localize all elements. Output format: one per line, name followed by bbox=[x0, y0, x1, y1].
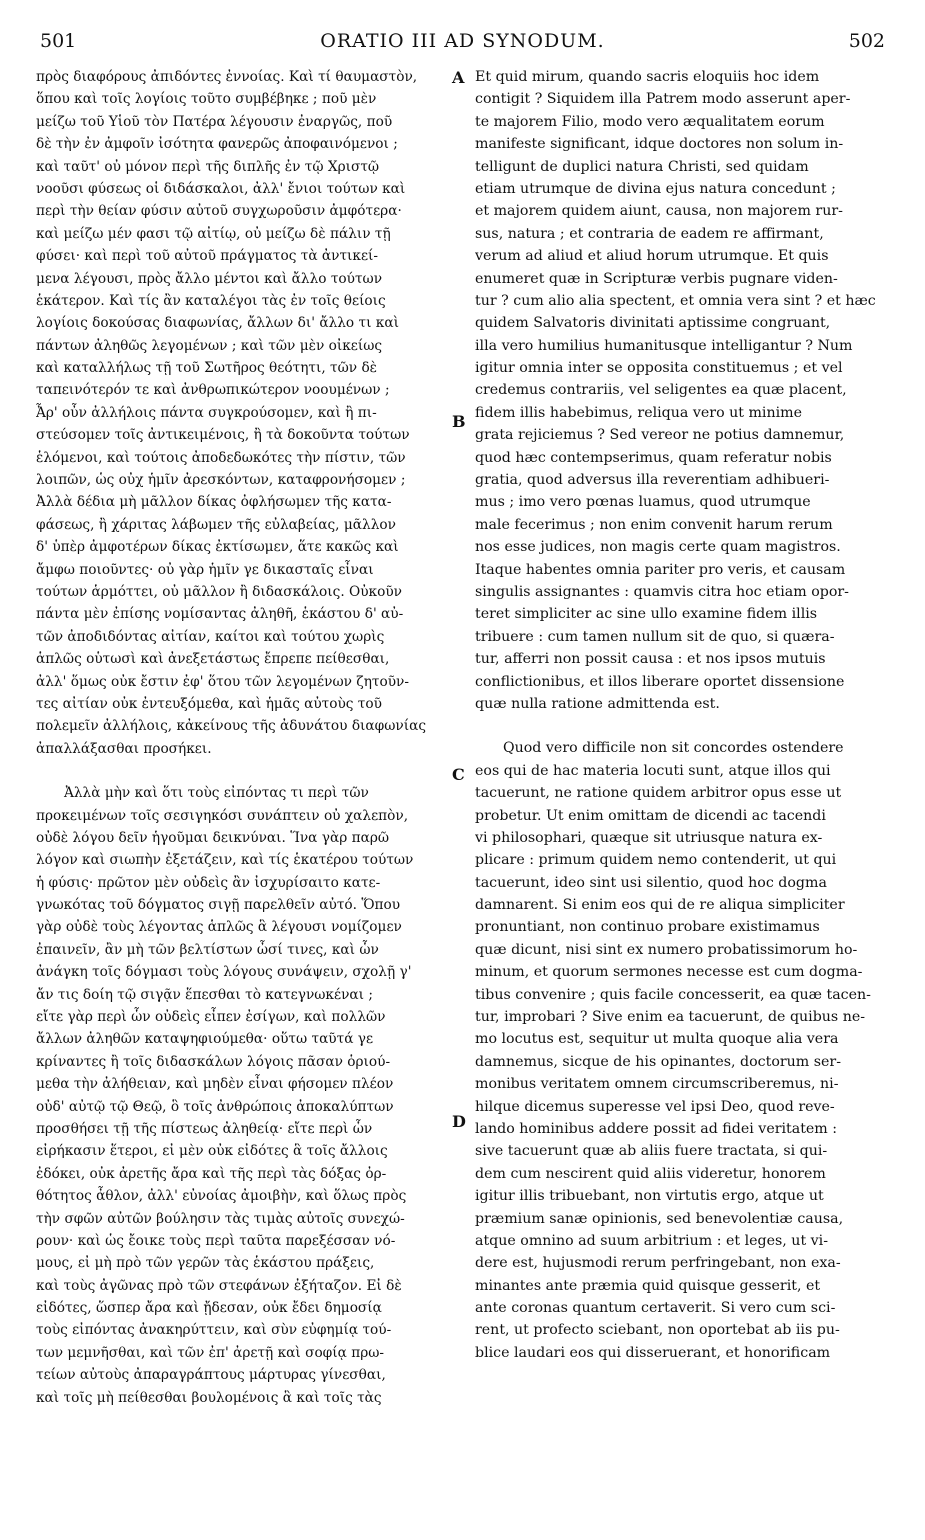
text-line: ἄμφω ποιοῦντες· οὐ γὰρ ἡμῖν γε δικασταῖς εἶναι bbox=[36, 561, 374, 578]
text-line: τούτων ἁρμόττει, οὐ μᾶλλον ἢ διδασκάλοις. Οὐκοῦν bbox=[36, 583, 402, 600]
text-line: λογίοις δοκούσας διαφωνίας, ἄλλων δι' ἄλλο τι καὶ bbox=[36, 315, 399, 332]
text-line: ἀλλ' ὅμως οὐκ ἔστιν ἐφ' ὅτου τῶν λεγομένων ζητοῦν- bbox=[36, 673, 409, 690]
text-line: grata rejiciemus ? Sed vereor ne potius damnemur, bbox=[475, 427, 845, 444]
text-line: quidem Salvatoris divinitati aptissime congruant, bbox=[475, 315, 831, 332]
text-line: εἴτε γὰρ περὶ ὧν οὐδεὶς εἶπεν ἐσίγων, καὶ πολλῶν bbox=[36, 1009, 386, 1026]
text-line: blice laudari eos qui disseruerant, et honorificam bbox=[475, 1344, 831, 1361]
text-line: rent, ut profecto sciebant, non oportebat ab iis pu- bbox=[475, 1322, 840, 1339]
margin-letter-a: A bbox=[452, 68, 465, 87]
text-line: ἑκάτερον. Καὶ τίς ἂν καταλέγοι τὰς ἐν τοῖς θείοις bbox=[36, 292, 386, 309]
text-line: πάντων ἀληθῶς λεγομένων ; καὶ τῶν μὲν οἰκείως bbox=[36, 337, 383, 354]
text-line: περὶ τὴν θείαν φύσιν αὐτοῦ συγχωροῦσιν ἀμφότερα· bbox=[36, 203, 402, 220]
text-line: μείζω τοῦ Υἱοῦ τὸν Πατέρα λέγουσιν ἐναργῶς, ποῦ bbox=[36, 113, 393, 130]
text-line: στεύσομεν τοῖς ἀντικειμένοις, ἢ τὰ δοκοῦντα τούτων bbox=[36, 427, 410, 444]
text-line: νοοῦσι φύσεως οἱ διδάσκαλοι, ἀλλ' ἔνιοι τούτων καὶ bbox=[36, 180, 406, 197]
text-line: tribuere : cum tamen nullum sit de quo, si quæra- bbox=[475, 628, 835, 645]
text-line: καὶ καταλλήλως τῇ τοῦ Σωτῆρος θεότητι, τῶν δὲ bbox=[36, 360, 378, 377]
text-line: sus, natura ; et contraria de eadem re affirmant, bbox=[475, 225, 824, 242]
running-head bbox=[40, 30, 885, 58]
text-line: nos esse judices, non magis certe quam magistros. bbox=[475, 539, 841, 556]
text-line: ἄλλων ἀληθῶν καταψηφιούμεθα· οὕτω ταῦτά γε bbox=[36, 1031, 374, 1048]
text-line: ἐπαινεῖν, ἂν μὴ τῶν βελτίστων ὦσί τινες, καὶ ὧν bbox=[36, 941, 379, 958]
text-line: ἀπαλλάξασθαι προσήκει. bbox=[36, 740, 212, 757]
text-line: plicare : primum quidem nemo contenderit, ut qui bbox=[475, 852, 837, 869]
text-line: hilque dicemus superesse vel ipsi Deo, quod reve- bbox=[475, 1098, 835, 1115]
text-line: εἰδότες, ὥσπερ ἄρα καὶ ᾔδεσαν, οὐκ ἔδει δημοσίᾳ bbox=[36, 1300, 382, 1317]
paragraph-gap bbox=[36, 760, 460, 782]
text-line: ἁπλῶς οὑτωσὶ καὶ ἀνεξετάστως ἔπρεπε πείθεσθαι, bbox=[36, 651, 390, 668]
text-line: εἰρήκασιν ἕτεροι, εἰ μὲν οὐκ εἰδότες ἃ τοῖς ἄλλοις bbox=[36, 1143, 388, 1160]
text-line: igitur omnia inter se opposita constituemus ; et vel bbox=[475, 360, 843, 377]
text-line: λόγον καὶ σιωπὴν ἐξετάζειν, καὶ τίς ἑκατέρου τούτων bbox=[36, 852, 414, 869]
latin-paragraph-2 bbox=[475, 737, 905, 1364]
text-line: tur, improbari ? Sive enim ea tacuerunt, de quibus ne- bbox=[475, 1009, 866, 1026]
latin-column bbox=[475, 66, 905, 1364]
text-line: Quod vero difficile non sit concordes ostendere bbox=[503, 740, 844, 757]
text-line: dem cum nescirent quid aliis videretur, honorem bbox=[475, 1165, 826, 1182]
text-line: καὶ τοῖς μὴ πείθεσθαι βουλομένοις ἃ καὶ τοῖς τὰς bbox=[36, 1389, 382, 1406]
text-line: ὅπου καὶ τοῖς λογίοις τοῦτο συμβέβηκε ; ποῦ μὲν bbox=[36, 91, 377, 108]
text-line: verum ad aliud et aliud horum utrumque. Et quis bbox=[475, 248, 829, 265]
text-line: οὐδὲ λόγου δεῖν ἡγοῦμαι δεικνύναι. Ἵνα γὰρ παρῶ bbox=[36, 829, 390, 846]
text-line: pronuntiant, non continuo probare existimamus bbox=[475, 919, 820, 936]
paragraph-gap bbox=[475, 715, 905, 737]
text-line: telligunt de duplici natura Christi, sed quidam bbox=[475, 158, 809, 175]
text-line: igitur illis tribuebant, non virtutis ergo, atque ut bbox=[475, 1188, 824, 1205]
text-line: sive tacuerunt quæ ab aliis fuere tractata, si qui- bbox=[475, 1143, 828, 1160]
text-line: ἄν τις δοίη τῷ σιγᾷν ἕπεσθαι τὸ κατεγνωκέναι ; bbox=[36, 986, 373, 1003]
text-line: θότητος ἆθλον, ἀλλ' εὐνοίας ἀμοιβὴν, καὶ ὅλως πρὸς bbox=[36, 1188, 407, 1205]
text-line: singulis assignantes : quamvis citra hoc etiam opor- bbox=[475, 583, 849, 600]
text-line: quæ nulla ratione admittenda est. bbox=[475, 695, 720, 712]
text-line: κρίναντες ἢ τοῖς διδασκάλων λόγοις πᾶσαν ὁριού- bbox=[36, 1053, 391, 1070]
text-line: gratia, quod adversus illa reverentiam adhibueri- bbox=[475, 472, 830, 489]
text-line: τοὺς εἰπόντας ἀνακηρύττειν, καὶ σὺν εὐφημίᾳ τού- bbox=[36, 1322, 392, 1339]
greek-paragraph-2 bbox=[36, 782, 460, 1409]
text-line: illa vero humilius humanitusque intelligantur ? Num bbox=[475, 337, 853, 354]
text-line: tibus convenire ; quis facile concesserit, ea quæ tacen- bbox=[475, 986, 871, 1003]
text-line: λοιπῶν, ὡς οὐχ ἡμῖν ἀρεσκόντων, καταφρονήσομεν ; bbox=[36, 472, 406, 489]
text-line: quod hæc contempserimus, quam referatur nobis bbox=[475, 449, 832, 466]
text-line: μενα λέγουσι, πρὸς ἄλλο μέντοι καὶ ἄλλο τούτων bbox=[36, 270, 383, 287]
text-line: πρὸς διαφόρους ἀπιδόντες ἐννοίας. Καὶ τί θαυμαστὸν, bbox=[36, 69, 418, 85]
text-line: manifeste significant, idque doctores non solum in- bbox=[475, 136, 844, 153]
text-line: lando hominibus addere possit ad fidei veritatem : bbox=[475, 1120, 838, 1137]
text-line: γνωκότας τοῦ δόγματος σιγῇ παρελθεῖν αὐτό. Ὅπου bbox=[36, 897, 401, 914]
text-line: καὶ ταῦτ' οὐ μόνον περὶ τῆς διπλῆς ἐν τῷ Χριστῷ bbox=[36, 158, 380, 175]
text-line: quæ dicunt, nisi sint ex numero probatissimorum ho- bbox=[475, 941, 858, 958]
text-line: πολεμεῖν ἀλλήλοις, κἀκείνους τῆς ἀδυνάτου διαφωνίας bbox=[36, 718, 427, 735]
greek-paragraph-1 bbox=[36, 66, 460, 760]
text-line: damnarent. Si enim eos qui de re aliqua simpliciter bbox=[475, 897, 845, 914]
text-line: καὶ τοὺς ἀγῶνας πρὸ τῶν στεφάνων ἐξήταζον. Εἰ δὲ bbox=[36, 1277, 402, 1294]
text-line: te majorem Filio, modo vero æqualitatem eorum bbox=[475, 113, 825, 130]
text-line: ρουν· καὶ ὡς ἔοικε τοὺς περὶ ταῦτα παρεξέσσαν νό- bbox=[36, 1232, 396, 1249]
margin-letter-c: C bbox=[452, 765, 465, 784]
text-line: dere est, hujusmodi rerum perfringebant, non exa- bbox=[475, 1255, 841, 1272]
text-line: φάσεως, ἢ χάριτας λάβωμεν τῆς εὐλαβείας, μᾶλλον bbox=[36, 516, 396, 533]
margin-letter-d: D bbox=[452, 1112, 466, 1131]
text-line: et majorem quidem aiunt, causa, non majorem rur- bbox=[475, 203, 843, 220]
text-line: monibus veritatem omnem circumscriberemus, ni- bbox=[475, 1076, 839, 1093]
text-line: τὴν σφῶν αὐτῶν βούλησιν τὰς τιμὰς αὐτοῖς συνεχώ- bbox=[36, 1210, 405, 1227]
text-line: οὐδ' αὐτῷ τῷ Θεῷ, ὃ τοῖς ἀνθρώποις ἀποκαλύπτων bbox=[36, 1098, 394, 1115]
text-line: τες αἰτίαν οὐκ ἐντευξόμεθα, καὶ ἡμᾶς αὐτοὺς τοῦ bbox=[36, 695, 382, 712]
text-line: tur ? cum alio alia spectent, et omnia vera sint ? et hæc bbox=[475, 292, 876, 309]
text-line: damnemus, sicque de his opinantes, doctorum ser- bbox=[475, 1053, 842, 1070]
text-line: præmium sanæ opinionis, sed benevolentiæ causa, bbox=[475, 1210, 844, 1227]
text-line: mo locutus est, sequitur ut multa quoque alia vera bbox=[475, 1031, 839, 1048]
text-line: φύσει· καὶ περὶ τοῦ αὐτοῦ πράγματος τὰ ἀντικεί- bbox=[36, 248, 379, 265]
text-line: contigit ? Siquidem illa Patrem modo asserunt aper- bbox=[475, 91, 851, 108]
text-line: καὶ μείζω μέν φασι τῷ αἰτίῳ, οὐ μείζω δὲ πάλιν τῇ bbox=[36, 225, 391, 242]
text-line: τῶν ἀποδιδόντας αἰτίαν, καίτοι καὶ τούτου χωρὶς bbox=[36, 628, 385, 645]
text-line: των μεμνῆσθαι, καὶ τῶν ἐπ' ἀρετῇ καὶ σοφίᾳ πρω- bbox=[36, 1344, 385, 1361]
latin-paragraph-1 bbox=[475, 66, 905, 715]
text-line: tur, afferri non possit causa : et nos ipsos mutuis bbox=[475, 651, 826, 668]
text-line: ἀνάγκη τοῖς δόγμασι τοὺς λόγους συνάψειν, σχολῇ γ' bbox=[36, 964, 412, 981]
text-line: δ' ὑπὲρ ἀμφοτέρων δίκας ἐκτίσωμεν, ἅτε κακῶς καὶ bbox=[36, 539, 399, 556]
text-line: probetur. Ut enim omittam de dicendi ac tacendi bbox=[475, 807, 826, 824]
text-line: ταπεινότερόν τε καὶ ἀνθρωπικώτερον νοουμένων ; bbox=[36, 382, 390, 399]
text-line: atque omnino ad suum arbitrium : et leges, ut vi- bbox=[475, 1232, 828, 1249]
page-number-right: 502 bbox=[848, 30, 885, 52]
text-line: Et quid mirum, quando sacris eloquiis hoc idem bbox=[475, 69, 820, 85]
text-line: teret simpliciter ac sine ullo examine fidem illis bbox=[475, 606, 818, 623]
text-line: vi philosophari, quæque sit utriusque natura ex- bbox=[475, 829, 823, 846]
text-line: eos qui de hac materia locuti sunt, atque illos qui bbox=[475, 762, 831, 779]
text-line: ἑλόμενοι, καὶ τούτοις ἀποδεδωκότες τὴν πίστιν, τῶν bbox=[36, 449, 406, 466]
text-line: πάντα μὲν ἐπίσης νομίσαντας ἀληθῆ, ἑκάστου δ' αὐ- bbox=[36, 606, 404, 623]
text-line: μεθα τὴν ἀλήθειαν, καὶ μηδὲν εἶναι φήσομεν πλέον bbox=[36, 1076, 394, 1093]
text-line: Ἀλλὰ μὴν καὶ ὅτι τοὺς εἰπόντας τι περὶ τῶν bbox=[64, 785, 369, 802]
text-line: ἐδόκει, οὐκ ἀρετῆς ἄρα καὶ τῆς περὶ τὰς δόξας ὀρ- bbox=[36, 1165, 387, 1182]
text-line: ἡ φύσις· πρῶτον μὲν οὐδεὶς ἂν ἰσχυρίσαιτο κατε- bbox=[36, 874, 381, 891]
text-line: conflictionibus, et illos liberare oportet dissensione bbox=[475, 673, 845, 690]
margin-letter-b: B bbox=[452, 412, 466, 431]
greek-column bbox=[36, 66, 460, 1409]
text-line: προκειμένων τοῖς σεσιγηκόσι συνάπτειν οὐ χαλεπὸν, bbox=[36, 807, 409, 824]
text-line: fidem illis habebimus, reliqua vero ut minime bbox=[475, 404, 802, 421]
text-line: μους, εἰ μὴ πρὸ τῶν γερῶν τὰς ἑκάστου πράξεις, bbox=[36, 1255, 375, 1272]
text-line: minantes ante præmia quid quisque gesserit, et bbox=[475, 1277, 821, 1294]
text-line: enumeret quæ in Scripturæ verbis pugnare viden- bbox=[475, 270, 838, 287]
text-line: minum, et quorum sermones necesse est cum dogma- bbox=[475, 964, 863, 981]
text-line: Ἀλλὰ δέδια μὴ μᾶλλον δίκας ὀφλήσωμεν τῆς κατα- bbox=[36, 494, 392, 511]
text-line: Ἆρ' οὖν ἀλλήλοις πάντα συγκρούσομεν, καὶ ἢ πι- bbox=[36, 404, 377, 421]
text-line: etiam utrumque de divina ejus natura concedunt ; bbox=[475, 180, 836, 197]
text-line: credemus contrariis, vel seligentes ea quæ placent, bbox=[475, 382, 847, 399]
text-line: tacuerunt, ne ratione quidem arbitror opus esse ut bbox=[475, 785, 842, 802]
text-line: mus ; imo vero pœnas luamus, quod utrumque bbox=[475, 494, 811, 511]
text-line: γὰρ οὐδὲ τοὺς λέγοντας ἁπλῶς ἃ λέγουσι νομίζομεν bbox=[36, 919, 402, 936]
text-line: τείων αὐτοὺς ἀπαραγράπτους μάρτυρας γίνεσθαι, bbox=[36, 1367, 386, 1384]
page-number-left: 501 bbox=[40, 30, 77, 52]
running-title: ORATIO III AD SYNODUM. bbox=[320, 30, 605, 52]
text-line: προσθήσει τῇ τῆς πίστεως ἀληθείᾳ· εἴτε περὶ ὧν bbox=[36, 1120, 373, 1137]
text-line: Itaque habentes omnia pariter pro veris, et causam bbox=[475, 561, 846, 578]
text-line: tacuerunt, ideo sint usi silentio, quod hoc dogma bbox=[475, 874, 827, 891]
text-line: male fecerimus ; non enim convenit harum rerum bbox=[475, 516, 833, 533]
text-line: ante coronas quantum certaverit. Si vero cum sci- bbox=[475, 1300, 836, 1317]
text-line: δὲ τὴν ἐν ἀμφοῖν ἰσότητα φανερῶς ἀποφαινόμενοι ; bbox=[36, 136, 398, 153]
